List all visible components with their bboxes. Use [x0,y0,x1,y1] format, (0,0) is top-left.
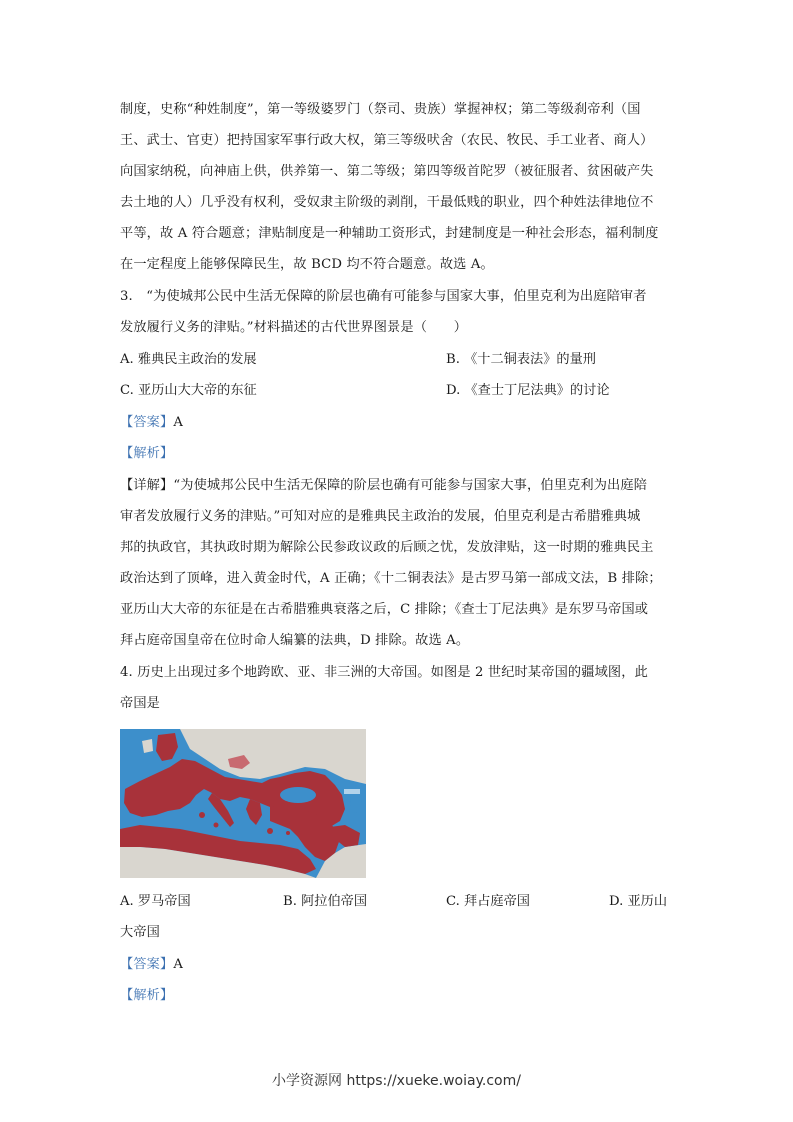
paragraph-line: 制度，史称“种姓制度”，第一等级婆罗门（祭司、贵族）掌握神权；第二等级刹帝利（国 [120,102,641,117]
answer-value: A [173,415,184,430]
q3-option-d: D. 《查士丁尼法典》的讨论 [446,383,610,398]
answer-tag: 【答案】 [120,957,174,972]
q3-detail-line: 审者发放履行义务的津贴。”可知对应的是雅典民主政治的发展，伯里克利是古希腊雅典城 [120,509,641,524]
analysis-tag: 【解析】 [120,446,174,461]
q4-answer [120,955,183,975]
q4-stem-cont: 帝国是 [120,696,161,711]
footer-watermark: 小学资源网 https://xueke.woiay.com/ [272,1073,521,1089]
q4-analysis [120,986,173,1006]
paragraph-line: 平等，故 A 符合题意；津贴制度是一种辅助工资形式，封建制度是一种社会形态，福利制度 [120,226,659,241]
q3-answer [120,413,183,433]
q3-option-b: B. 《十二铜表法》的量刑 [446,352,596,367]
q3-detail-line: 拜占庭帝国皇帝在位时命人编纂的法典，D 排除。故选 A。 [120,633,470,648]
paragraph-line: 去土地的人）几乎没有权利，受奴隶主阶级的剥削，干最低贱的职业，四个种姓法律地位不 [120,195,654,210]
paragraph-line: 向国家纳税，向神庙上供，供养第一、第二等级；第四等级首陀罗（被征服者、贫困破产失 [120,164,654,179]
q4-option-d-cont: 大帝国 [120,925,161,940]
paragraph-line: 王、武士、官吏）把持国家军事行政大权，第三等级吠舍（农民、牧民、手工业者、商人） [120,133,654,148]
q3-detail-line: 亚历山大大帝的东征是在古希腊雅典衰落之后，C 排除；《查士丁尼法典》是东罗马帝国或 [120,602,649,617]
detail-tag: 【详解】 [120,478,174,493]
q3-stem: 3. “为使城邦公民中生活无保障的阶层也确有可能参与国家大事，伯里克利为出庭陪审者 [120,289,647,304]
q3-detail-line: 政治达到了顶峰，进入黄金时代，A 正确；《十二铜表法》是古罗马第一部成文法，B 排除； [120,571,662,586]
map-svg [120,729,366,878]
q3-option-c: C. 亚历山大大帝的东征 [120,383,257,398]
q4-option-b: B. 阿拉伯帝国 [283,894,368,909]
detail-text: “为使城邦公民中生活无保障的阶层也确有可能参与国家大事，伯里克利为出庭陪 [173,478,648,493]
analysis-tag: 【解析】 [120,988,174,1003]
empire-map-image [120,729,366,878]
q4-stem: 4. 历史上出现过多个地跨欧、亚、非三洲的大帝国。如图是 2 世纪时某帝国的疆域图，此 [120,665,648,680]
q3-analysis [120,444,173,464]
answer-tag: 【答案】 [120,415,174,430]
q3-option-a: A. 雅典民主政治的发展 [120,352,257,367]
paragraph-line: 在一定程度上能够保障民生，故 BCD 均不符合题意。故选 A。 [120,257,494,272]
q4-option-d: D. 亚历山 [609,894,668,909]
q4-option-c: C. 拜占庭帝国 [446,894,530,909]
q3-stem-cont: 发放履行义务的津贴。”材料描述的古代世界图景是（ ） [120,320,468,335]
answer-value: A [173,957,184,972]
q4-option-a: A. 罗马帝国 [120,894,191,909]
q3-detail [120,476,647,496]
q3-detail-line: 邦的执政官，其执政时期为解除公民参政议政的后顾之忧，发放津贴，这一时期的雅典民主 [120,540,654,555]
